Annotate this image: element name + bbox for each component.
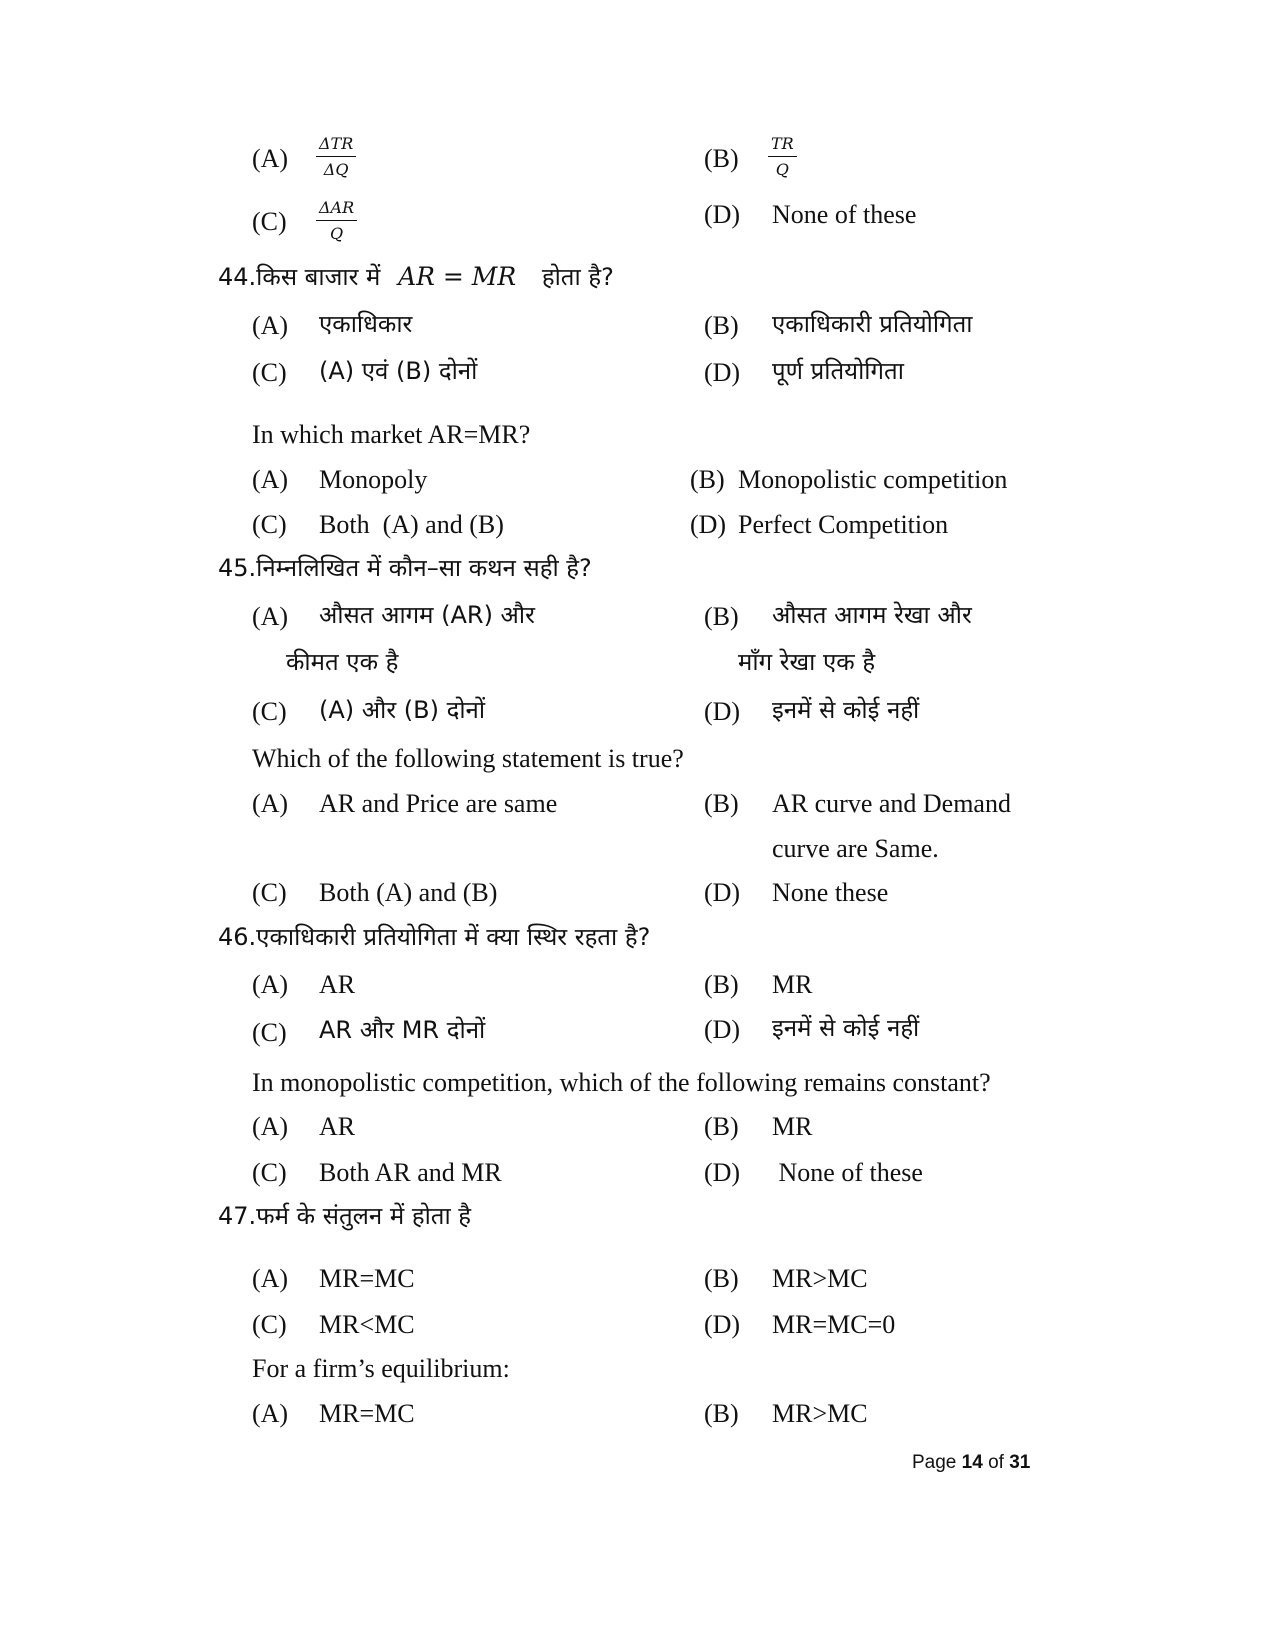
q47-en-option-a-text: MR=MC bbox=[319, 1399, 415, 1428]
q46-en-option-d-text: None of these bbox=[772, 1158, 923, 1187]
q46-en-option-c-label: (C) bbox=[252, 1158, 287, 1187]
q44-en-option-a-label: (A) bbox=[252, 465, 289, 494]
q47-en-option-b-label: (B) bbox=[704, 1399, 739, 1428]
q43-option-c-label: (C) bbox=[252, 207, 287, 236]
q46-hi-option-b-text: MR bbox=[772, 970, 813, 999]
q44-math-expression: AR = MR bbox=[398, 262, 517, 291]
q44-hi-option-a-label: (A) bbox=[252, 311, 289, 340]
q46-english-question: In monopolistic competition, which of the following remains constant? bbox=[252, 1068, 991, 1097]
q44-en-option-d-label: (D) bbox=[690, 510, 727, 539]
q43-option-d-text: None of these bbox=[772, 200, 917, 229]
q46-hi-option-d-text: इनमें से कोई नहीं bbox=[772, 1014, 920, 1042]
q44-en-option-c-label: (C) bbox=[252, 510, 287, 539]
q45-hi-option-c-label: (C) bbox=[252, 697, 287, 726]
q47-en-option-b-text: MR>MC bbox=[772, 1399, 868, 1428]
q44-en-option-c-text: Both (A) and (B) bbox=[319, 510, 504, 539]
q43-option-b-label: (B) bbox=[704, 144, 739, 173]
q47-hi-option-d-label: (D) bbox=[704, 1310, 741, 1339]
q45-en-option-c-label: (C) bbox=[252, 878, 287, 907]
q45-hi-option-b-line2: माँग रेखा एक है bbox=[738, 648, 876, 676]
q47-hi-option-a-text: MR=MC bbox=[319, 1264, 415, 1293]
q43-option-c-denominator: Q bbox=[330, 224, 344, 243]
q46-en-option-c-text: Both AR and MR bbox=[319, 1158, 502, 1187]
q44-hi-option-d-text: पूर्ण प्रतियोगिता bbox=[772, 357, 904, 385]
q45-english-question: Which of the following statement is true? bbox=[252, 744, 684, 773]
q46-en-option-a-text: AR bbox=[319, 1112, 356, 1141]
q45-hi-option-c-text: (A) और (B) दोनों bbox=[319, 696, 486, 724]
q45-en-option-b-line1: AR curve and Demand bbox=[772, 789, 1011, 818]
q46-hindi-question: 46.एकाधिकारी प्रतियोगिता में क्या स्थिर रहता है? bbox=[218, 923, 651, 951]
q43-option-b-fraction bbox=[768, 136, 797, 178]
q44-hi-option-a-text: एकाधिकार bbox=[319, 310, 413, 338]
q45-en-option-d-label: (D) bbox=[704, 878, 741, 907]
q46-en-option-b-label: (B) bbox=[704, 1112, 739, 1141]
footer-of-word: of bbox=[988, 1452, 1004, 1473]
footer-page-word: Page bbox=[912, 1452, 957, 1473]
q45-hindi-question: 45.निम्नलिखित में कौन–सा कथन सही है? bbox=[218, 554, 592, 582]
q45-en-option-a-label: (A) bbox=[252, 789, 289, 818]
q43-option-b-numerator: TR bbox=[768, 136, 797, 157]
q44-hindi-prefix: 44.किस बाजार में bbox=[218, 263, 381, 291]
q46-hi-option-a-label: (A) bbox=[252, 970, 289, 999]
footer-total-pages: 31 bbox=[1009, 1452, 1031, 1473]
q47-en-option-a-label: (A) bbox=[252, 1399, 289, 1428]
q47-hi-option-b-text: MR>MC bbox=[772, 1264, 868, 1293]
footer-page-number: 14 bbox=[961, 1452, 983, 1473]
q45-hi-option-d-label: (D) bbox=[704, 697, 741, 726]
q46-hi-option-c-text: AR और MR दोनों bbox=[319, 1016, 486, 1044]
q46-hi-option-d-label: (D) bbox=[704, 1015, 741, 1044]
q43-option-c-numerator: ΔAR bbox=[316, 200, 357, 221]
q45-en-option-d-text: None these bbox=[772, 878, 889, 907]
q47-hindi-question: 47.फर्म के संतुलन में होता है bbox=[218, 1202, 472, 1230]
q46-en-option-d-label: (D) bbox=[704, 1158, 741, 1187]
q47-hi-option-a-label: (A) bbox=[252, 1264, 289, 1293]
q47-hi-option-c-label: (C) bbox=[252, 1310, 287, 1339]
q47-hi-option-b-label: (B) bbox=[704, 1264, 739, 1293]
q47-hi-option-d-text: MR=MC=0 bbox=[772, 1310, 896, 1339]
q45-hi-option-b-label: (B) bbox=[704, 602, 739, 631]
q46-en-option-b-text: MR bbox=[772, 1112, 813, 1141]
q44-hindi-question bbox=[218, 264, 614, 289]
q45-en-option-b-label: (B) bbox=[704, 789, 739, 818]
q44-en-option-a-text: Monopoly bbox=[319, 465, 428, 494]
q43-option-a-denominator: ΔQ bbox=[323, 160, 349, 179]
q43-option-d-label: (D) bbox=[704, 200, 741, 229]
q47-hi-option-c-text: MR<MC bbox=[319, 1310, 415, 1339]
q43-option-a-fraction bbox=[316, 136, 356, 178]
q46-en-option-a-label: (A) bbox=[252, 1112, 289, 1141]
q43-option-c-fraction bbox=[316, 200, 357, 242]
q44-en-option-d-text: Perfect Competition bbox=[738, 510, 949, 539]
q46-hi-option-b-label: (B) bbox=[704, 970, 739, 999]
q44-hi-option-c-label: (C) bbox=[252, 358, 287, 387]
q44-hi-option-d-label: (D) bbox=[704, 358, 741, 387]
q43-option-b-denominator: Q bbox=[775, 160, 789, 179]
q45-hi-option-a-label: (A) bbox=[252, 602, 289, 631]
q43-option-a-numerator: ΔTR bbox=[316, 136, 356, 157]
q44-hi-option-c-text: (A) एवं (B) दोनों bbox=[319, 357, 478, 385]
q44-en-option-b-label: (B) bbox=[690, 465, 725, 494]
q46-hi-option-c-label: (C) bbox=[252, 1018, 287, 1047]
q43-option-a-label: (A) bbox=[252, 144, 289, 173]
q47-english-question: For a firm’s equilibrium: bbox=[252, 1354, 510, 1383]
q45-hi-option-b-line1: औसत आगम रेखा और bbox=[772, 601, 972, 629]
q45-en-option-a-text: AR and Price are same bbox=[319, 789, 558, 818]
q44-en-option-b-text: Monopolistic competition bbox=[738, 465, 1008, 494]
q44-english-question: In which market AR=MR? bbox=[252, 420, 531, 449]
q44-hi-option-b-text: एकाधिकारी प्रतियोगिता bbox=[772, 310, 973, 338]
q45-en-option-b-line2: curve are Same. bbox=[772, 834, 939, 863]
q45-en-option-c-text: Both (A) and (B) bbox=[319, 878, 498, 907]
q45-hi-option-a-line1: औसत आगम (AR) और bbox=[319, 601, 535, 629]
q44-hi-option-b-label: (B) bbox=[704, 311, 739, 340]
q45-hi-option-d-text: इनमें से कोई नहीं bbox=[772, 696, 920, 724]
q46-hi-option-a-text: AR bbox=[319, 970, 356, 999]
q45-hi-option-a-line2: कीमत एक है bbox=[286, 648, 399, 676]
q44-hindi-suffix: होता है? bbox=[541, 263, 614, 291]
page-number-footer bbox=[912, 1453, 1030, 1472]
